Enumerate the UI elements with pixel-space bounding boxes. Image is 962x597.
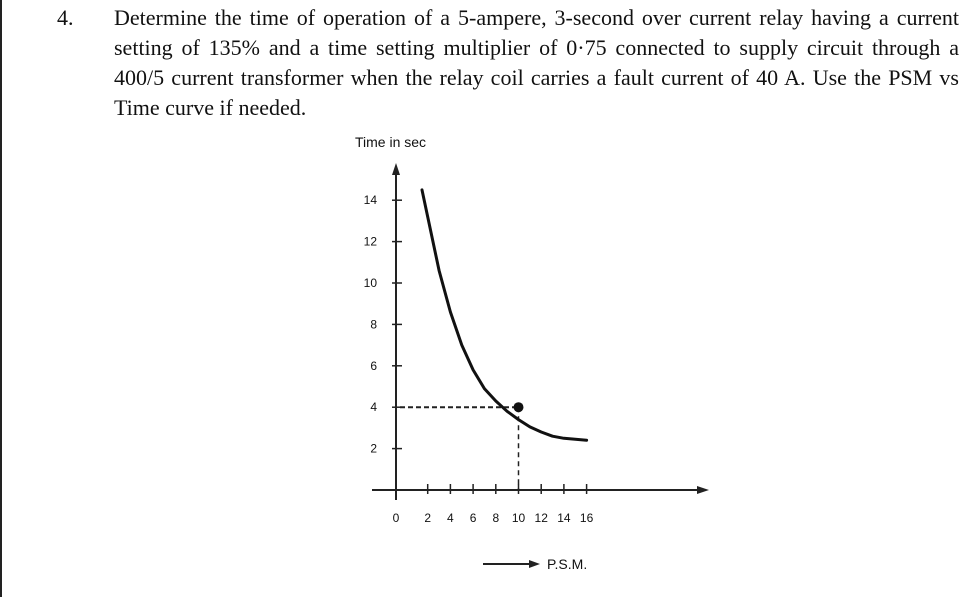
chart-series	[422, 190, 587, 440]
chart-axes	[372, 163, 709, 568]
y-axis-title: Time in sec	[355, 134, 427, 150]
y-tick-label: 10	[363, 276, 377, 290]
x-tick-label: 10	[511, 511, 526, 525]
y-tick-label: 12	[363, 234, 377, 249]
x-tick-label: 8	[492, 511, 500, 525]
origin-label: 0	[392, 511, 400, 525]
x-tick-label: 6	[469, 511, 477, 525]
y-tick-label: 2	[370, 441, 377, 456]
y-tick-label: 6	[370, 358, 377, 373]
y-tick-label: 4	[370, 400, 377, 415]
x-tick-label: 14	[557, 511, 571, 525]
x-tick-label: 16	[579, 511, 594, 525]
x-tick-label: 4	[447, 511, 454, 525]
y-tick-label: 8	[370, 317, 377, 332]
y-axis-arrow	[392, 163, 400, 175]
x-axis-arrow	[697, 486, 709, 494]
psm-direction-arrow	[529, 560, 540, 568]
psm-time-curve	[422, 190, 587, 440]
x-axis-title: P.S.M.	[547, 556, 588, 572]
chart-labels	[355, 134, 587, 572]
chart-guide-lines	[400, 407, 519, 490]
y-tick-label: 14	[363, 193, 377, 208]
x-tick-label: 12	[534, 511, 548, 525]
chart-ticks	[364, 193, 594, 525]
question-text: Determine the time of operation of a 5-ampere, 3-second over current relay having a current setting of 135% and a time setting multiplier of 0·75 connected to supply circuit through a 400/5 current transformer when the relay coil carries a fault current of 40 A. Use the PSM vs Time curve if needed.	[114, 5, 959, 120]
operating-point-marker	[514, 402, 524, 412]
question-number: 4.	[57, 5, 74, 30]
x-tick-label: 2	[424, 511, 432, 525]
